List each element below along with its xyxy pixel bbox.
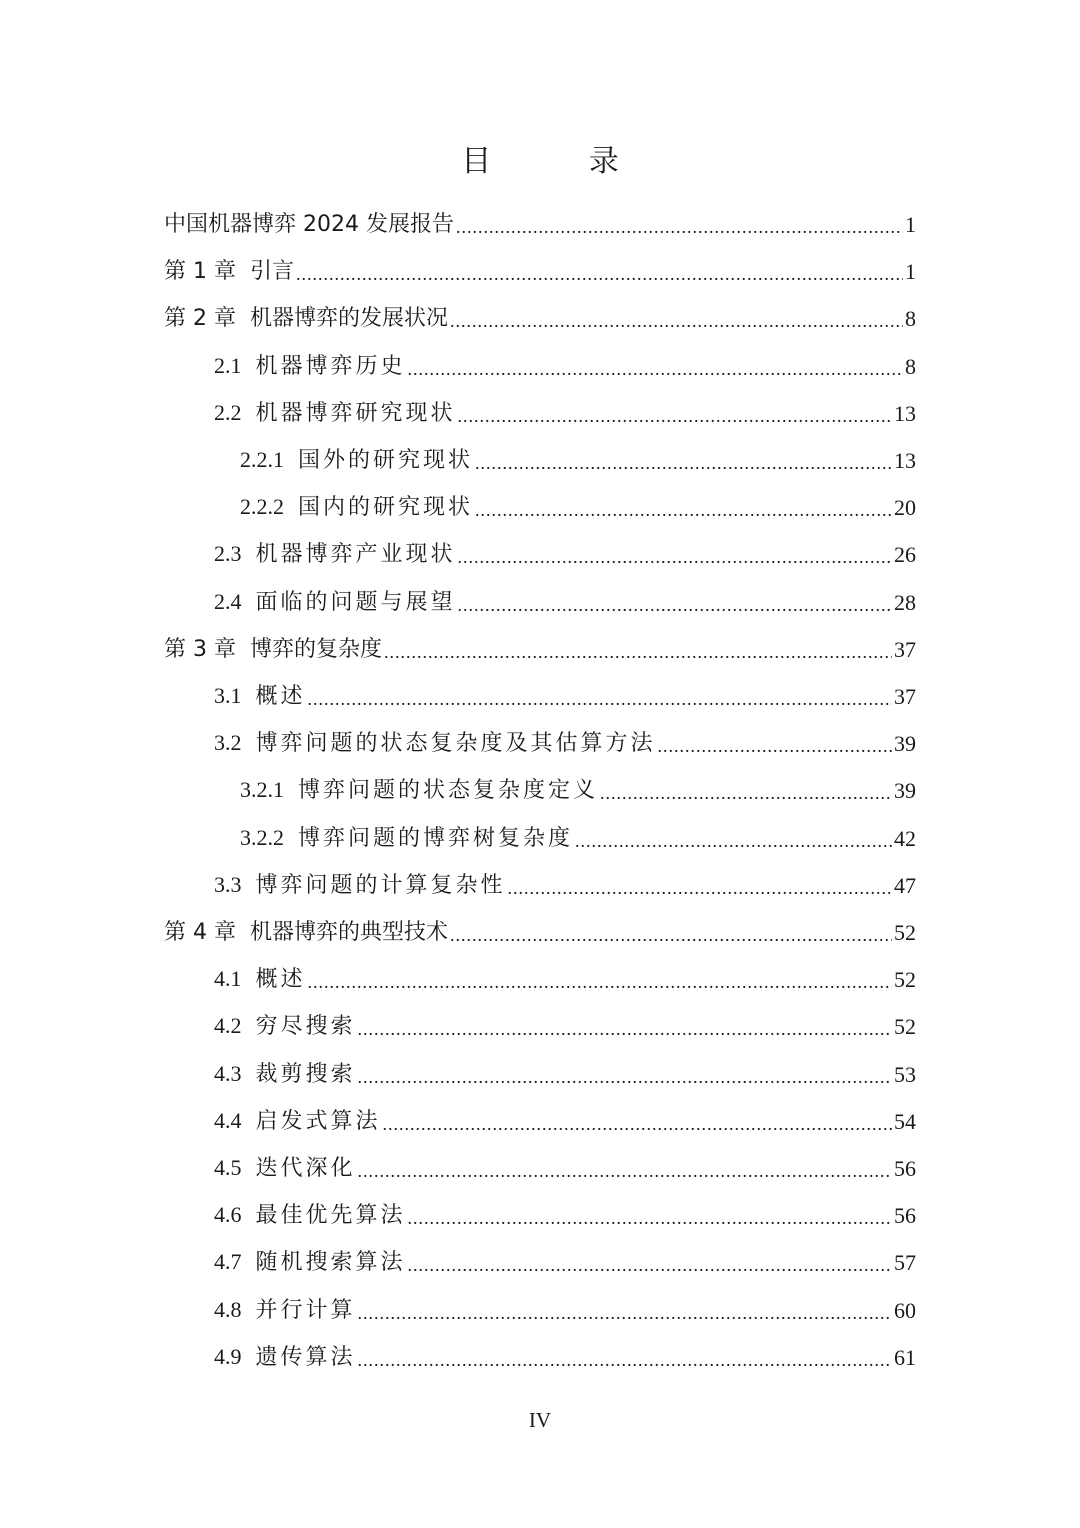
page-number: IV (528, 1408, 552, 1432)
toc-entry-page: 54 (894, 1108, 916, 1134)
dot-leader (408, 1252, 892, 1278)
toc-entry-page: 39 (894, 778, 916, 804)
dot-leader (575, 828, 892, 854)
toc-entry-number: 2.4 (214, 588, 242, 614)
dot-leader (358, 1064, 892, 1090)
toc-entry-page: 8 (905, 306, 916, 332)
toc-entry[interactable] (214, 857, 916, 901)
toc-entry-label (240, 492, 473, 523)
toc-entry[interactable] (214, 998, 916, 1042)
toc-entry-label (164, 635, 382, 665)
toc-entry-label (214, 587, 456, 618)
toc-entry[interactable] (214, 385, 916, 429)
toc-entry-title: 并行计算 (255, 1297, 356, 1323)
dot-leader (296, 261, 903, 287)
toc-entry-label (214, 1153, 356, 1184)
toc-entry-page: 52 (894, 1014, 916, 1040)
dot-leader (383, 1111, 892, 1137)
toc-entry-title: 机器博弈的典型技术 (249, 920, 448, 945)
toc-entry[interactable] (164, 904, 916, 948)
dot-leader (458, 592, 892, 618)
toc-entry-page: 47 (894, 872, 916, 898)
toc-entry-number: 第 1 章 (164, 259, 236, 285)
toc-entry[interactable] (240, 432, 916, 476)
dot-leader (358, 1300, 892, 1326)
toc-entry-page: 13 (894, 448, 916, 473)
toc-entry-number: 4.9 (214, 1343, 242, 1369)
toc-entry-page: 8 (905, 353, 916, 379)
toc-entry-page: 1 (905, 212, 916, 237)
toc-entry-label (214, 1200, 406, 1231)
dot-leader (458, 544, 892, 570)
dot-leader (658, 733, 892, 759)
toc-entry-number: 4.8 (214, 1296, 242, 1322)
toc-entry-page: 60 (894, 1297, 916, 1323)
toc-entry-title: 博弈问题的状态复杂度及其估算方法 (255, 731, 656, 757)
toc-entry-title: 中国机器博弈 2024 发展报告 (164, 212, 454, 237)
toc-entry-title: 面临的问题与展望 (255, 589, 456, 615)
toc-entry[interactable] (240, 479, 916, 523)
dot-leader (384, 639, 892, 665)
toc-entry-number: 3.2.1 (240, 777, 284, 803)
toc-entry-label (214, 1295, 356, 1326)
toc-entry-page: 52 (894, 967, 916, 993)
toc-entry[interactable] (214, 574, 916, 618)
toc-entry-title: 随机搜索算法 (255, 1250, 406, 1276)
toc-entry-number: 4.4 (214, 1107, 242, 1133)
dot-leader (508, 875, 892, 901)
toc-entry-label (214, 1011, 356, 1042)
toc-entry-title: 引言 (249, 259, 294, 285)
toc-entry-number: 3.1 (214, 683, 242, 708)
toc-entry-page: 61 (894, 1344, 916, 1370)
toc-entry-page: 28 (894, 589, 916, 615)
toc-entry[interactable] (214, 1046, 916, 1090)
toc-entry-title: 机器博弈产业现状 (255, 542, 456, 568)
toc-entry-number: 3.2 (214, 730, 242, 756)
dot-leader (358, 1347, 892, 1373)
toc-entry-label (214, 539, 456, 570)
toc-entry-number: 4.1 (214, 966, 242, 992)
toc-entry-label (164, 304, 448, 334)
toc-entry-page: 53 (894, 1061, 916, 1087)
toc-entry-label (164, 210, 454, 240)
dot-leader (308, 686, 892, 712)
dot-leader (475, 497, 892, 523)
toc-entry-label (214, 398, 456, 429)
toc-entry-page: 42 (894, 825, 916, 851)
toc-entry-number: 3.2.2 (240, 824, 284, 850)
toc-entry-page: 39 (894, 731, 916, 757)
toc-entry-number: 3.3 (214, 871, 242, 897)
toc-entry[interactable] (214, 1093, 916, 1137)
toc-entry-label (214, 681, 306, 712)
toc-entry[interactable] (214, 715, 916, 759)
toc-entry-page: 37 (894, 684, 916, 709)
dot-leader (358, 1016, 892, 1042)
dot-leader (450, 922, 892, 948)
toc-entry-title: 国内的研究现状 (298, 495, 474, 521)
toc-entry[interactable] (214, 338, 916, 382)
toc-entry[interactable] (214, 668, 916, 712)
dot-leader (458, 403, 892, 429)
toc-entry-number: 2.2.2 (240, 494, 284, 520)
toc-entry[interactable] (214, 1329, 916, 1373)
dot-leader (408, 356, 903, 382)
dot-leader (308, 969, 892, 995)
toc-entry-title: 启发式算法 (255, 1108, 381, 1134)
toc-entry-title: 裁剪搜索 (255, 1061, 356, 1087)
toc-entry[interactable] (214, 526, 916, 570)
toc-entry-number: 第 3 章 (164, 636, 236, 662)
toc-entry-title: 最佳优先算法 (255, 1203, 406, 1229)
toc-entry-page: 56 (894, 1203, 916, 1229)
toc-entry-label (164, 257, 294, 287)
toc-entry-title: 国外的研究现状 (298, 448, 474, 473)
toc-entry-title: 博弈问题的博弈树复杂度 (298, 825, 574, 851)
toc-entry[interactable] (214, 1282, 916, 1326)
page-title: 目 录 (461, 144, 663, 179)
toc-entry-title: 遗传算法 (255, 1344, 356, 1370)
toc-entry[interactable] (164, 621, 916, 665)
toc-entry[interactable] (214, 1234, 916, 1278)
toc-entry-number: 4.2 (214, 1013, 242, 1039)
dot-leader (475, 450, 892, 476)
toc-entry-label (214, 1059, 356, 1090)
toc-entry[interactable] (214, 1140, 916, 1184)
toc-entry-number: 第 4 章 (164, 920, 236, 945)
dot-leader (456, 214, 903, 240)
toc-entry-number: 4.3 (214, 1060, 242, 1086)
toc-entry-label (214, 1342, 356, 1373)
toc-entry-label (214, 1247, 406, 1278)
toc-entry-title: 博弈问题的状态复杂度定义 (298, 778, 599, 804)
toc-entry-page: 52 (894, 920, 916, 945)
toc-entry-page: 56 (894, 1156, 916, 1181)
toc-entry-number: 4.7 (214, 1249, 242, 1275)
toc-entry[interactable] (164, 243, 916, 287)
toc-entry-title: 机器博弈的发展状况 (249, 306, 448, 332)
toc-entry-page: 26 (894, 542, 916, 568)
toc-entry-page: 37 (894, 636, 916, 662)
toc-entry-number: 4.6 (214, 1202, 242, 1228)
toc-entry-title: 概述 (255, 684, 306, 709)
toc-entry-label (164, 918, 448, 948)
toc-entry-title: 迭代深化 (255, 1156, 356, 1181)
toc-entry-number: 4.5 (214, 1155, 242, 1180)
toc-entry-label (214, 351, 406, 382)
toc-entry-label (214, 728, 656, 759)
toc-entry[interactable] (240, 762, 916, 806)
toc-entry-title: 博弈问题的计算复杂性 (255, 872, 506, 898)
toc-entry-label (240, 775, 598, 806)
toc-entry-page: 1 (905, 259, 916, 285)
toc-entry-label (240, 445, 473, 476)
toc-entry-number: 2.3 (214, 541, 242, 567)
toc-entry[interactable] (214, 951, 916, 995)
toc-entry[interactable] (164, 290, 916, 334)
toc-entry-page: 57 (894, 1250, 916, 1276)
toc-entry[interactable] (214, 1187, 916, 1231)
toc-entry[interactable] (240, 810, 916, 854)
dot-leader (408, 1205, 892, 1231)
toc-entry-number: 2.1 (214, 352, 242, 378)
toc-entry-title: 博弈的复杂度 (249, 636, 382, 662)
toc-entry-label (214, 870, 506, 901)
toc-entry-label (214, 1106, 381, 1137)
toc-entry[interactable] (164, 196, 916, 240)
dot-leader (600, 780, 892, 806)
toc-entry-label (214, 964, 306, 995)
toc-entry-title: 概述 (255, 967, 306, 993)
toc-entry-label (240, 823, 573, 854)
toc-entry-number: 第 2 章 (164, 306, 236, 332)
dot-leader (450, 308, 903, 334)
toc-entry-page: 20 (894, 495, 916, 521)
dot-leader (358, 1158, 892, 1184)
toc-entry-title: 穷尽搜索 (255, 1014, 356, 1040)
toc-entry-title: 机器博弈历史 (255, 353, 406, 379)
toc-entry-number: 2.2.1 (240, 447, 284, 472)
toc-entry-page: 13 (894, 400, 916, 426)
toc-entry-number: 2.2 (214, 399, 242, 425)
toc-entry-title: 机器博弈研究现状 (255, 400, 456, 426)
